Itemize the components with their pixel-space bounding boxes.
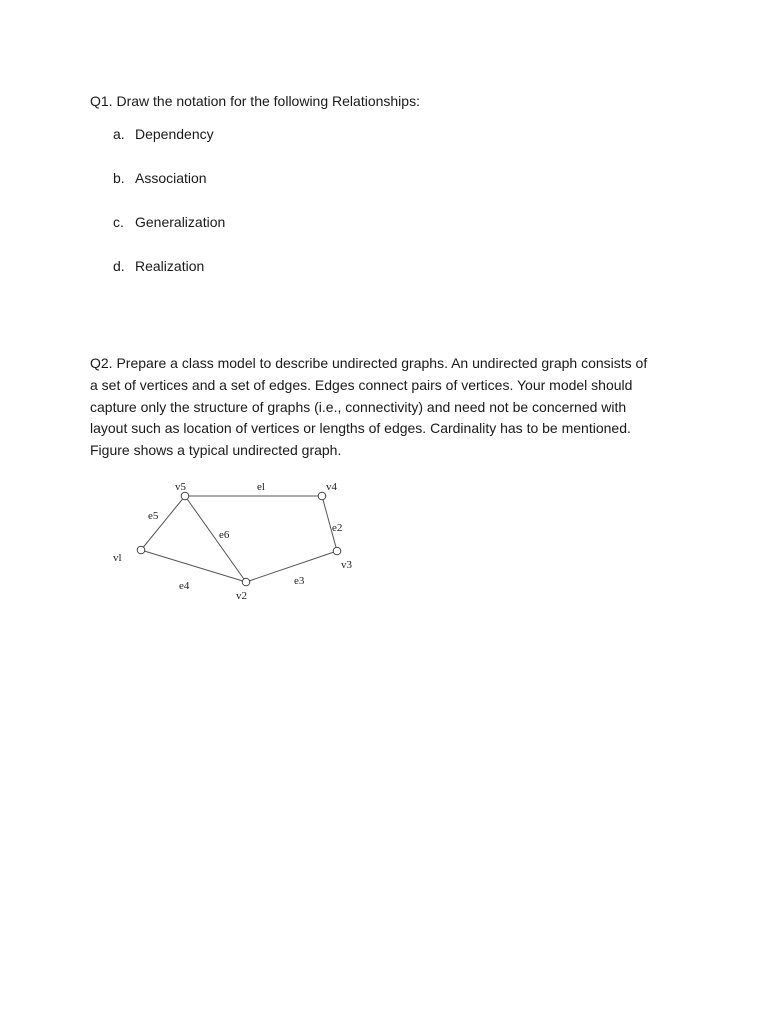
graph-vertex-v1 (137, 546, 145, 554)
q2-line: Figure shows a typical undirected graph. (90, 442, 342, 459)
list-item-label: Association (135, 170, 207, 186)
graph-vertex-v4 (318, 492, 326, 500)
graph-labels (113, 481, 353, 602)
edge-label-e3: e3 (294, 575, 305, 587)
q2-line: capture only the structure of graphs (i.e., connectivity) and need not be concerned with (90, 398, 627, 415)
vertex-label-v5: v5 (175, 481, 186, 493)
list-item-label: Generalization (135, 214, 226, 230)
edge-label-e1: el (257, 481, 265, 493)
graph-vertex-v5 (181, 492, 189, 500)
vertex-label-v3: v3 (341, 559, 352, 571)
list-marker: c. (113, 214, 124, 230)
graph-edge-e3 (246, 551, 337, 582)
vertex-label-v4: v4 (326, 481, 337, 493)
list-item-label: Dependency (135, 126, 214, 142)
edge-label-e2: e2 (332, 522, 343, 534)
graph-edge-e6 (185, 496, 246, 582)
edge-label-e4: e4 (179, 580, 190, 592)
list-marker: a. (113, 126, 125, 142)
list-item-label: Realization (135, 258, 205, 274)
graph-edges (141, 496, 337, 582)
q2-line: Q2. Prepare a class model to describe undirected graphs. An undirected graph consists of (90, 355, 648, 371)
graph-edge-e5 (141, 496, 185, 550)
list-marker: d. (113, 258, 125, 274)
q1-question: Q1. Draw the notation for the following Relationships: (90, 93, 420, 109)
vertex-label-v1: vl (113, 552, 122, 564)
vertex-label-v2: v2 (236, 590, 247, 602)
edge-label-e6: e6 (219, 529, 230, 541)
graph-vertex-v3 (333, 547, 341, 555)
edge-label-e5: e5 (148, 510, 159, 522)
q2-line: a set of vertices and a set of edges. Edges connect pairs of vertices. Your model should (90, 376, 633, 393)
list-marker: b. (113, 170, 125, 186)
q2-line: layout such as location of vertices or lengths of edges. Cardinality has to be mentioned. (90, 420, 631, 437)
graph-edge-e4 (141, 550, 246, 582)
graph-vertex-v2 (242, 578, 250, 586)
